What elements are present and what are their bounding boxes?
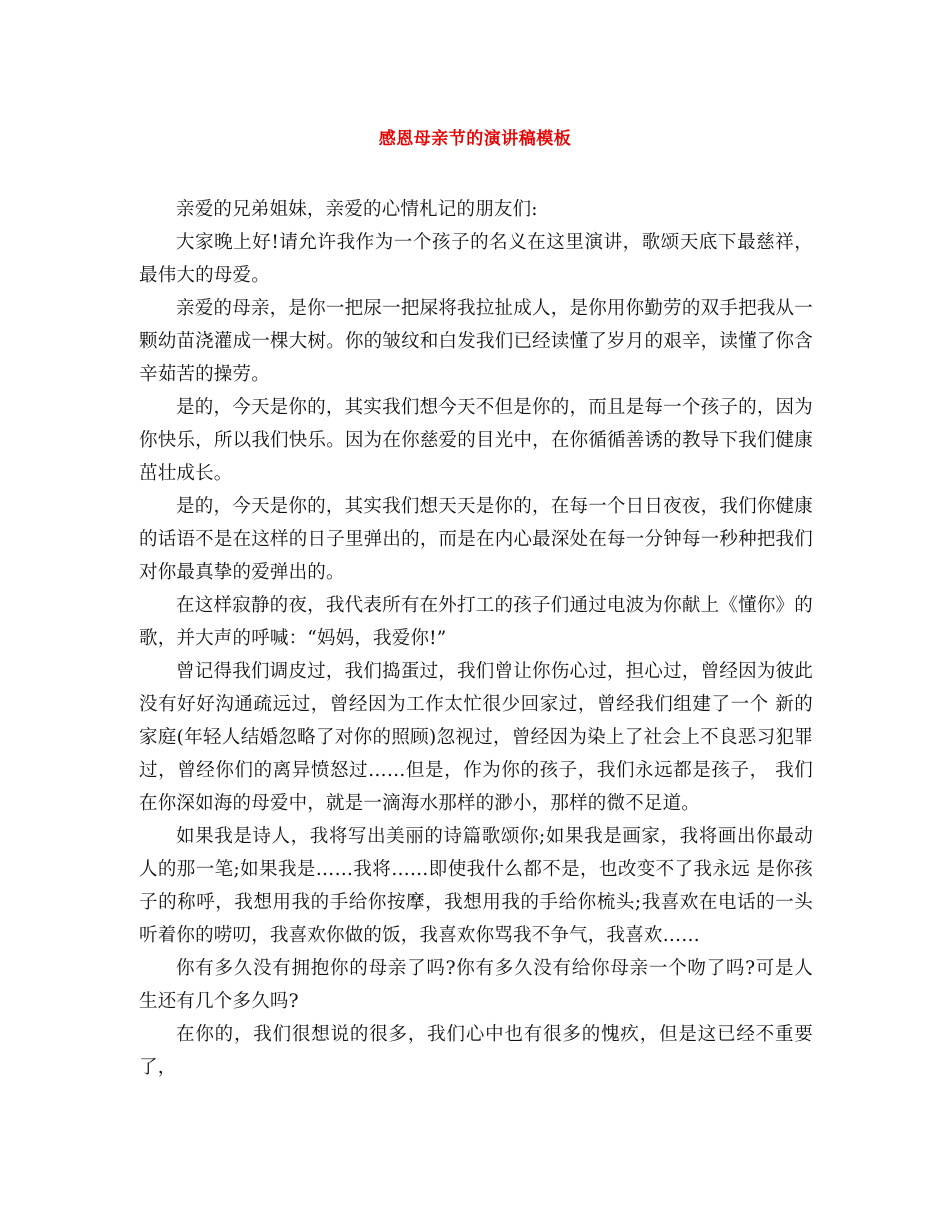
- paragraph: 是的，今天是你的，其实我们想天天是你的，在每一个日日夜夜，我们你健康的话语不是在这样的日子里弹出的，而是在内心最深处在每一分钟每一秒种把我们对你最真挚的爱弹出的。: [139, 496, 813, 583]
- paragraph: 在这样寂静的夜，我代表所有在外打工的孩子们通过电波为你献上《懂你》的歌，并大声的呼喊：“妈妈，我爱你!”: [139, 595, 813, 649]
- paragraph: 如果我是诗人，我将写出美丽的诗篇歌颂你;如果我是画家，我将画出你最动人的那一笔;如果我是……我将……即使我什么都不是，也改变不了我永远 是你孩子的称呼，我想用我的手给你按摩，我想用我的手给你梳头;我喜欢在电话的一头听着你的唠叨，我喜欢你做的饭，我喜欢你骂我不争气，我喜欢……: [139, 826, 813, 946]
- paragraph: 在你的，我们很想说的很多，我们心中也有很多的愧疚，但是这已经不重要了，: [139, 1024, 813, 1078]
- paragraph: 你有多久没有拥抱你的母亲了吗?你有多久没有给你母亲一个吻了吗?可是人生还有几个多久吗?: [139, 958, 813, 1012]
- paragraph: 曾记得我们调皮过，我们捣蛋过，我们曾让你伤心过，担心过，曾经因为彼此没有好好沟通疏远过，曾经因为工作太忙很少回家过，曾经我们组建了一个 新的家庭(年轻人结婚忽略了对你的照顾)忽视过，曾经因为染上了社会上不良恶习犯罪过，曾经你们的离异愤怒过……但是，作为你的孩子，我们永远都是孩子， 我们在你深如海的母爱中，就是一滴海水那样的渺小，那样的微不足道。: [139, 661, 813, 814]
- paragraph: 亲爱的母亲，是你一把尿一把屎将我拉扯成人，是你用你勤劳的双手把我从一颗幼苗浇灌成一棵大树。你的皱纹和白发我们已经读懂了岁月的艰辛，读懂了你含辛茹苦的操劳。: [139, 298, 813, 385]
- document-body: [139, 193, 813, 1084]
- paragraph: 是的，今天是你的，其实我们想今天不但是你的，而且是每一个孩子的，因为你快乐，所以我们快乐。因为在你慈爱的目光中，在你循循善诱的教导下我们健康茁壮成长。: [139, 397, 813, 484]
- paragraph-greeting: 亲爱的兄弟姐妹，亲爱的心情札记的朋友们:: [176, 199, 538, 220]
- document-title: 感恩母亲节的演讲稿模板: [378, 129, 572, 149]
- paragraph: 大家晚上好!请允许我作为一个孩子的名义在这里演讲，歌颂天底下最慈祥，最伟大的母爱。: [139, 232, 813, 286]
